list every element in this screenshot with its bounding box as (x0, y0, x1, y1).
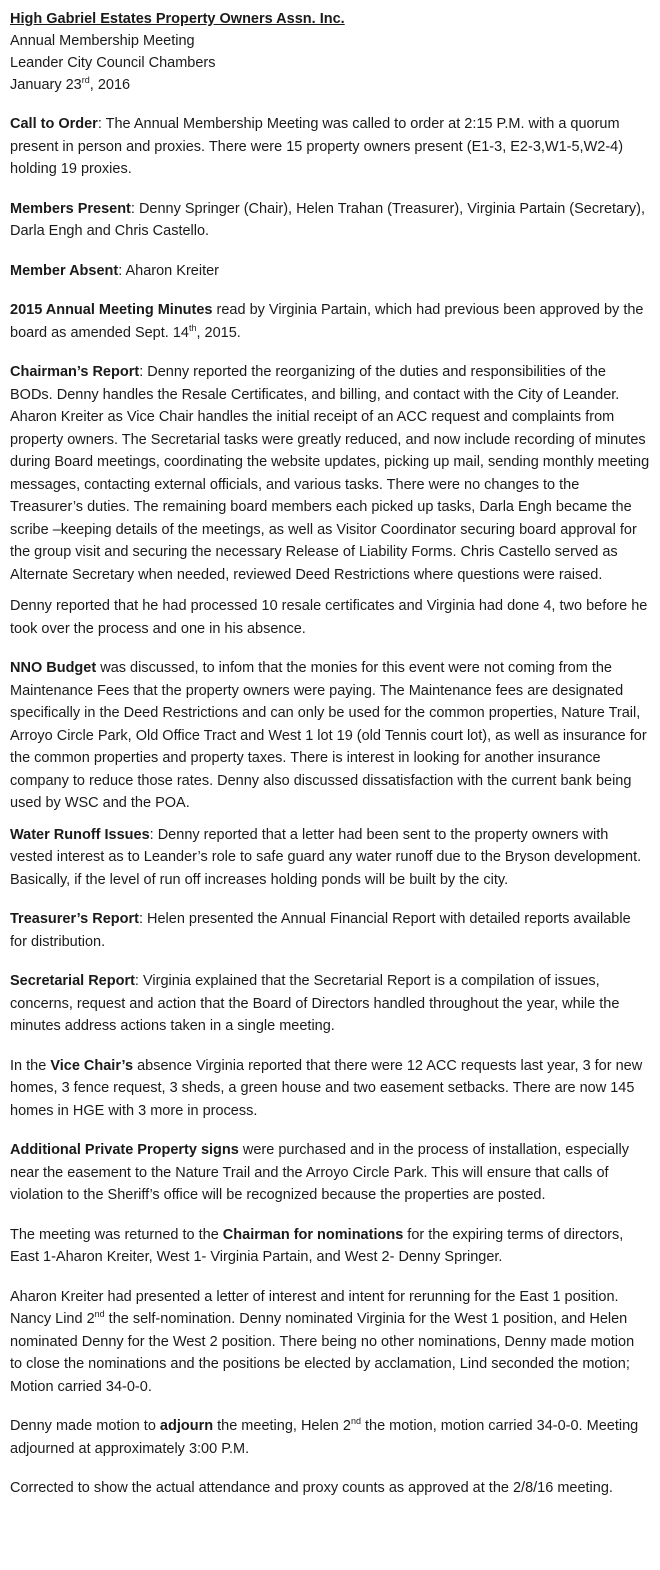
call-to-order-paragraph: Call to Order: The Annual Membership Meeting was called to order at 2:15 P.M. with a quorum present in person and proxies. There were 15 property owners present (E1-3, E2-3,W1-5,W2-4) holding 19 proxies. (10, 116, 624, 177)
secretarial-report-paragraph: Secretarial Report: Virginia explained that the Secretarial Report is a compilation of issues, concerns, request and action that the Board of Directors handled throughout the year, while the minutes address actions taken in a single meeting. (10, 973, 620, 1034)
meeting-location: Leander City Council Chambers (10, 55, 216, 71)
section-label: Treasurer’s Report (10, 911, 139, 927)
private-signs-paragraph: Additional Private Property signs were purchased and in the process of installation, especially near the easement to the Nature Trail and the Arroyo Circle Park. This will ensure that calls of violation to the Sheriff’s office will be recognized because the properties are posted. (10, 1142, 629, 1203)
section-label: Chairman’s Report (10, 364, 140, 380)
members-present-paragraph: Members Present: Denny Springer (Chair), Helen Trahan (Treasurer), Virginia Partain (Secretary), Darla Engh and Chris Castello. (10, 200, 646, 239)
section-label: Water Runoff Issues (10, 826, 150, 843)
section-label: Secretarial Report (10, 973, 135, 989)
correction-note-paragraph: Corrected to show the actual attendance and proxy counts as approved at the 2/8/16 meeting. (10, 1480, 613, 1496)
minutes-2015-paragraph: 2015 Annual Meeting Minutes read by Virginia Partain, which had previous been approved by the board as amended Sept. 14th, 2015. (10, 302, 644, 341)
member-absent-paragraph: Member Absent: Aharon Kreiter (10, 262, 219, 279)
vice-chair-paragraph: In the Vice Chair’s absence Virginia reported that there were 12 ACC requests last year, 3 for new homes, 3 fence request, 3 sheds, a green house and two easement setbacks. There are now 145 homes in HGE with 3 more in process. (10, 1057, 643, 1119)
section-label: Additional Private Property signs (10, 1142, 239, 1158)
section-label: 2015 Annual Meeting Minutes (10, 302, 213, 318)
organization-name: High Gabriel Estates Property Owners Assn. Inc. (10, 11, 345, 27)
document-header (10, 8, 650, 96)
section-label: Chairman for nominations (222, 1226, 404, 1243)
section-label: adjourn (159, 1418, 214, 1434)
section-label: Members Present (10, 200, 131, 217)
meeting-date: January 23rd, 2016 (10, 75, 131, 93)
section-label: NNO Budget (10, 660, 97, 676)
adjourn-paragraph: Denny made motion to adjourn the meeting, Helen 2nd the motion, motion carried 34-0-0. Meeting adjourned at approximately 3:00 P.M. (10, 1416, 639, 1457)
section-label: Member Absent (10, 262, 119, 279)
resale-certificates-paragraph: Denny reported that he had processed 10 resale certificates and Virginia had done 4, two before he took over the process and one in his absence. (10, 598, 648, 637)
section-label: Call to Order (10, 116, 98, 132)
chairman-report-paragraph: Chairman’s Report: Denny reported the reorganizing of the duties and responsibilities of the BODs. Denny handles the Resale Certificates, and billing, and contact with the City of Leander. Aharon Kreiter as Vice Chair handles the initial receipt of an ACC request and complaints from property owners. The Secretarial tasks were greatly reduced, and now include recording of minutes during Board meetings, coordinating the website updates, picking up mail, sending monthly meeting messages, contacting external officials, and various tasks. There were no changes to the Treasurer’s duties. The remaining board members each picked up tasks, Darla Engh became the scribe –keeping details of the meetings, as well as Visitor Coordinator securing board approval for the group visit and securing the necessary Release of Liability Forms. Chris Castello served as Alternate Secretary when needed, reviewed Deed Restrictions where questions were raised. (10, 364, 650, 583)
water-runoff-paragraph: Water Runoff Issues: Denny reported that a letter had been sent to the property owners with vested interest as to Leander’s role to safe guard any water runoff due to the Bryson development. Basically, if the level of run off increases holding ponds will be built by the city. (10, 826, 642, 888)
nominations-detail-paragraph: Aharon Kreiter had presented a letter of interest and intent for rerunning for the East 1 position. Nancy Lind 2nd the self-nomination. Denny nominated Virginia for the West 1 position, and Helen nominated Denny for the West 2 position. There being no other nominations, Denny made motion to close the nominations and the positions be elected by acclamation, Lind seconded the motion; Motion carried 34-0-0. (10, 1288, 635, 1395)
section-label: Vice Chair’s (50, 1057, 134, 1074)
nno-budget-paragraph: NNO Budget was discussed, to infom that the monies for this event were not coming from the Maintenance Fees that the property owners were paying. The Maintenance fees are designated specifically in the Deed Restrictions and can only be used for the common properties, Nature Trail, Arroyo Circle Park, Old Office Tract and West 1 lot 19 (old Tennis court lot), as well as insurance for the common properties and property taxes. There is interest in looking for another insurance company to reduce those rates. Denny also discussed dissatisfaction with the current bank being used by WSC and the POA. (10, 660, 647, 811)
nominations-paragraph: The meeting was returned to the Chairman for nominations for the expiring terms of directors, East 1-Aharon Kreiter, West 1- Virginia Partain, and West 2- Denny Springer. (10, 1226, 624, 1265)
treasurer-report-paragraph: Treasurer’s Report: Helen presented the Annual Financial Report with detailed reports available for distribution. (10, 911, 631, 950)
meeting-type: Annual Membership Meeting (10, 33, 195, 49)
